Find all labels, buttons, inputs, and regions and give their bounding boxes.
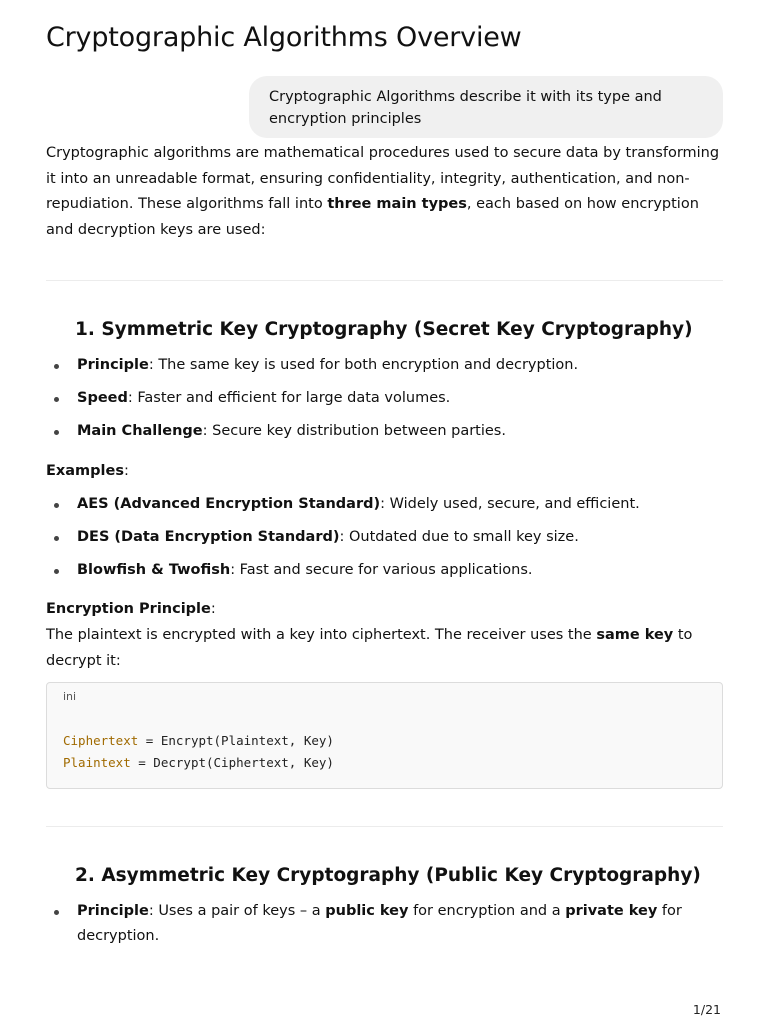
list-item: [46, 525, 723, 550]
examples-label-text: Examples: [46, 463, 124, 479]
list-item-text: : Outdated due to small key size.: [339, 529, 579, 545]
list-item-text: : Fast and secure for various applications.: [230, 562, 533, 578]
list-item-term: Speed: [77, 390, 128, 406]
list-item: [46, 353, 723, 378]
list-item-text: : Uses a pair of keys – a: [148, 903, 326, 919]
list-item-term: Principle: [77, 903, 149, 919]
principle-bold: same key: [596, 627, 674, 643]
page-title: Cryptographic Algorithms Overview: [46, 22, 522, 53]
list-item: [46, 492, 723, 517]
intro-text-after: , each based on how encryption and decryption keys are used:: [46, 196, 699, 238]
list-item: [46, 899, 723, 949]
divider: [46, 280, 723, 281]
code-block[interactable]: [46, 682, 723, 789]
code-expression: = Encrypt(Plaintext, Key): [138, 733, 334, 748]
intro-paragraph: [46, 141, 723, 243]
code-content[interactable]: [63, 730, 334, 774]
user-message-bubble: Cryptographic Algorithms describe it with its type and encryption principles: [249, 76, 723, 138]
intro-text-before: Cryptographic algorithms are mathematical procedures used to secure data by transforming it into an unreadable format, ensuring confidentiality, integrity, authentication, and non-repudiation. These algorithms fall into: [46, 145, 720, 212]
intro-bold: three main types: [327, 196, 467, 212]
bullet-icon: [54, 536, 59, 541]
code-variable: Plaintext: [63, 755, 131, 770]
examples-colon: :: [123, 463, 129, 479]
principle-text-before: The plaintext is encrypted with a key into ciphertext. The receiver uses the: [46, 627, 597, 643]
principle-text-after: to decrypt it:: [46, 627, 693, 669]
list-item-text: : Widely used, secure, and efficient.: [380, 496, 640, 512]
examples-label: [46, 459, 129, 484]
list-item-term: Main Challenge: [77, 423, 203, 439]
list-item-text: : Faster and efficient for large data volumes.: [127, 390, 451, 406]
bullet-icon: [54, 910, 59, 915]
list-item: [46, 386, 723, 411]
bullet-icon: [54, 430, 59, 435]
bullet-icon: [54, 569, 59, 574]
symmetric-properties-list: [46, 353, 723, 452]
list-item-term: Principle: [77, 357, 149, 373]
page-number: 1/21: [692, 1002, 721, 1017]
encryption-principle-label-text: Encryption Principle: [46, 601, 211, 617]
examples-list: [46, 492, 723, 591]
section-heading-symmetric: 1. Symmetric Key Cryptography (Secret Key Cryptography): [75, 319, 693, 340]
bullet-icon: [54, 397, 59, 402]
list-item-text: : Secure key distribution between parties.: [202, 423, 506, 439]
list-item-text: for encryption and a: [408, 903, 566, 919]
section-heading-asymmetric: 2. Asymmetric Key Cryptography (Public Key Cryptography): [75, 865, 701, 886]
public-key-term: public key: [325, 903, 409, 919]
bullet-icon: [54, 364, 59, 369]
list-item-term: DES (Data Encryption Standard): [77, 529, 340, 545]
code-line: [63, 752, 334, 774]
encryption-principle-label: [46, 597, 216, 622]
bullet-icon: [54, 503, 59, 508]
principle-colon: :: [210, 601, 216, 617]
list-item: [46, 558, 723, 583]
private-key-term: private key: [565, 903, 658, 919]
list-item-term: Blowfish & Twofish: [77, 562, 231, 578]
list-item: [46, 419, 723, 444]
encryption-principle-text: [46, 623, 723, 674]
asymmetric-properties-list: [46, 899, 723, 957]
list-item-term: AES (Advanced Encryption Standard): [77, 496, 381, 512]
list-item-text: for decryption.: [77, 903, 682, 944]
code-language-label: ini: [63, 690, 77, 703]
divider: [46, 826, 723, 827]
code-line: [63, 730, 334, 752]
code-expression: = Decrypt(Ciphertext, Key): [130, 755, 334, 770]
code-variable: Ciphertext: [63, 733, 139, 748]
list-item-text: : The same key is used for both encryption and decryption.: [148, 357, 579, 373]
